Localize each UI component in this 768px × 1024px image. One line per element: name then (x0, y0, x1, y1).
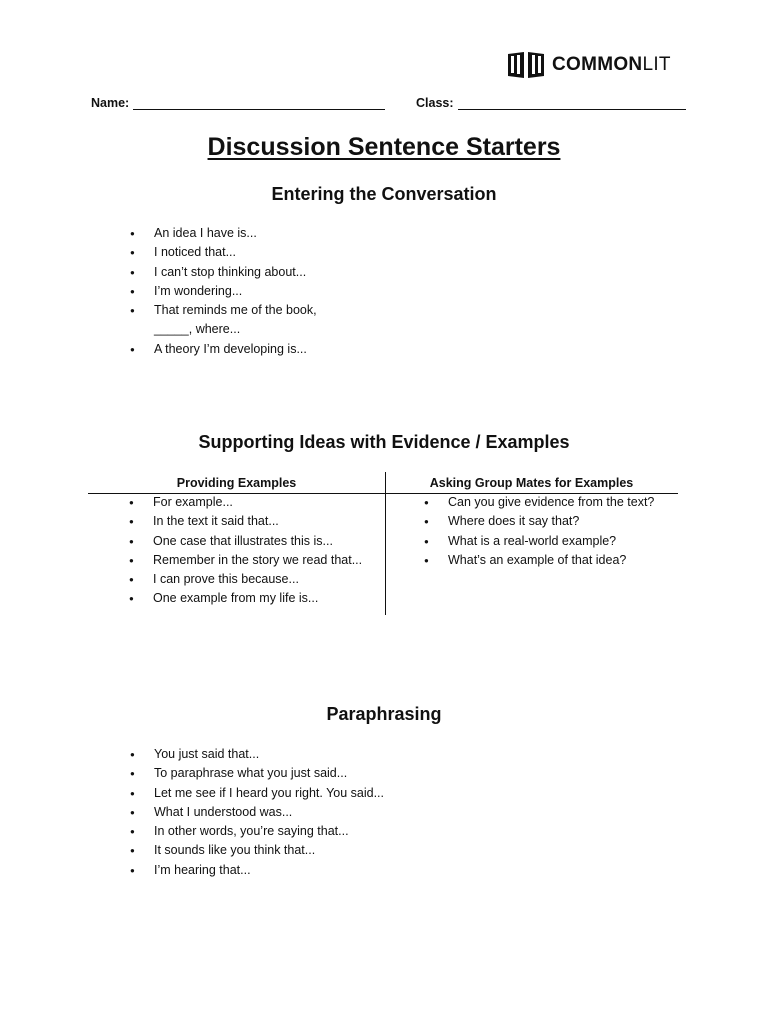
page-title: Discussion Sentence Starters (207, 133, 561, 161)
list-item: ● It sounds like you think that... (130, 841, 384, 860)
list-item: ● To paraphrase what you just said... (130, 764, 384, 783)
section-heading-supporting: Supporting Ideas with Evidence / Examples (198, 432, 570, 452)
list-item: ● That reminds me of the book, _____, where... (130, 301, 344, 340)
class-field[interactable] (416, 96, 686, 110)
paraphrasing-list (130, 745, 384, 880)
column-header-asking: Asking Group Mates for Examples (429, 476, 634, 490)
table-header-row (88, 472, 678, 494)
asking-examples-list (424, 493, 654, 570)
list-item: ● A theory I’m developing is... (130, 340, 344, 359)
section-heading-paraphrasing: Paraphrasing (326, 704, 442, 724)
name-field[interactable] (91, 96, 385, 110)
name-blank-line[interactable] (133, 96, 385, 110)
list-item: ● What is a real-world example? (424, 532, 654, 551)
open-book-icon (506, 51, 546, 79)
list-item: ● Can you give evidence from the text? (424, 493, 654, 512)
evidence-table (88, 472, 678, 616)
list-item: ● Where does it say that? (424, 512, 654, 531)
providing-examples-list (129, 493, 362, 609)
list-item: ● What’s an example of that idea? (424, 551, 654, 570)
list-item: ● For example... (129, 493, 362, 512)
list-item: ● Remember in the story we read that... (129, 551, 362, 570)
entering-list (130, 224, 344, 359)
list-item: ● I can’t stop thinking about... (130, 263, 344, 282)
logo-text: COMMONLIT (552, 54, 671, 75)
list-item: ● In the text it said that... (129, 512, 362, 531)
class-label: Class: (416, 96, 454, 110)
column-divider (385, 472, 386, 615)
list-item: ● In other words, you’re saying that... (130, 822, 384, 841)
section-heading-entering: Entering the Conversation (271, 184, 497, 204)
commonlit-logo (506, 50, 671, 80)
list-item: ● What I understood was... (130, 803, 384, 822)
list-item: ● I’m wondering... (130, 282, 344, 301)
list-item: ● An idea I have is... (130, 224, 344, 243)
list-item: ● One example from my life is... (129, 589, 362, 608)
list-item: ● You just said that... (130, 745, 384, 764)
name-label: Name: (91, 96, 130, 110)
list-item: ● One case that illustrates this is... (129, 532, 362, 551)
list-item: ● I’m hearing that... (130, 861, 384, 880)
list-item: ● I noticed that... (130, 243, 344, 262)
list-item: ● Let me see if I heard you right. You said... (130, 784, 384, 803)
class-blank-line[interactable] (458, 96, 686, 110)
column-header-providing: Providing Examples (176, 476, 297, 490)
list-item: ● I can prove this because... (129, 570, 362, 589)
